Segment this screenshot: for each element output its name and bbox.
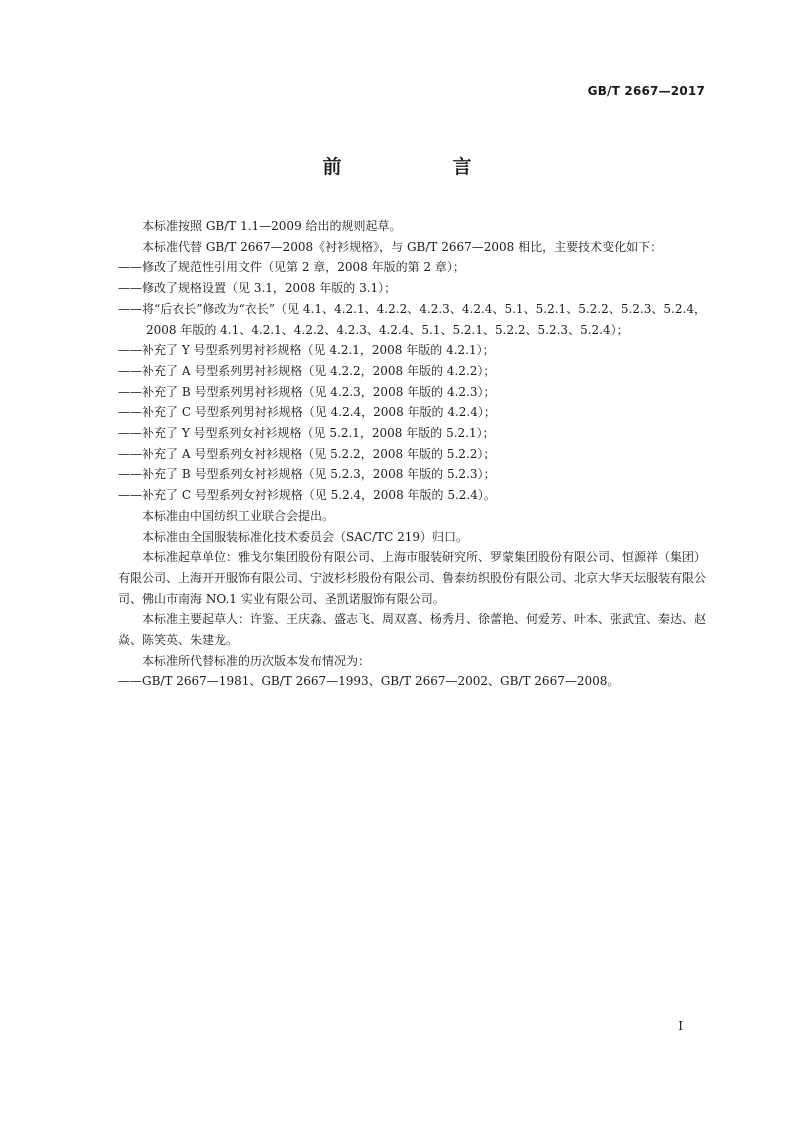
change-item: ——补充了 Y 号型系列女衬衫规格（见 5.2.1，2008 年版的 5.2.1）；	[118, 426, 495, 441]
intro-paragraph: 本标准按照 GB/T 1.1—2009 给出的规则起草。	[142, 219, 402, 233]
page-number: I	[678, 1019, 683, 1033]
managed-by-paragraph: 本标准由全国服装标准化技术委员会（SAC/TC 219）归口。	[142, 529, 469, 544]
foreword-body	[118, 216, 706, 692]
drafters-paragraph: 本标准主要起草人：许鉴、王庆淼、盛志飞、周双喜、杨秀月、徐蕾艳、何爱芳、叶本、张武宜、秦达、赵焱、陈笑英、朱建龙。	[118, 612, 707, 648]
page-title: 前 言	[322, 156, 518, 178]
change-item: ——补充了 A 号型系列男衬衫规格（见 4.2.2，2008 年版的 4.2.2）；	[118, 363, 496, 378]
change-item: ——补充了 C 号型系列女衬衫规格（见 5.2.4，2008 年版的 5.2.4）。	[118, 488, 496, 503]
change-item: ——修改了规格设置（见 3.1，2008 年版的 3.1）；	[118, 281, 397, 296]
change-item: ——补充了 B 号型系列女衬衫规格（见 5.2.3，2008 年版的 5.2.3）；	[118, 467, 496, 482]
change-item: ——补充了 C 号型系列男衬衫规格（见 4.2.4，2008 年版的 4.2.4）；	[118, 405, 496, 420]
history-item: ——GB/T 2667—1981、GB/T 2667—1993、GB/T 2667—2002、GB/T 2667—2008。	[118, 674, 620, 689]
change-item: ——补充了 B 号型系列男衬衫规格（见 4.2.3，2008 年版的 4.2.3）；	[118, 384, 496, 399]
change-item: ——补充了 Y 号型系列男衬衫规格（见 4.2.1，2008 年版的 4.2.1）；	[118, 343, 495, 358]
change-item: ——修改了规范性引用文件（见第 2 章，2008 年版的第 2 章）；	[118, 260, 465, 275]
change-item: ——补充了 A 号型系列女衬衫规格（见 5.2.2，2008 年版的 5.2.2）；	[118, 446, 496, 461]
proposed-by-paragraph: 本标准由中国纺织工业联合会提出。	[142, 508, 335, 523]
standard-code: GB/T 2667—2017	[587, 84, 705, 98]
replacement-paragraph: 本标准代替 GB/T 2667—2008《衬衫规格》，与 GB/T 2667—2008 相比，主要技术变化如下：	[142, 239, 663, 254]
history-intro-paragraph: 本标准所代替标准的历次版本发布情况为：	[142, 653, 371, 668]
change-item: ——将“后衣长”修改为“衣长”（见 4.1、4.2.1、4.2.2、4.2.3、4.2.4、5.1、5.2.1、5.2.2、5.2.3、5.2.4，2008 年版的 4.1、4.2.1、4.2.2、4.2.3、4.2.4、5.1、5.2.1、5.2.2、5.2.3、5.2.4）；	[118, 301, 706, 337]
drafting-units-paragraph: 本标准起草单位：雅戈尔集团股份有限公司、上海市服装研究所、罗蒙集团股份有限公司、恒源祥（集团）有限公司、上海开开服饰有限公司、宁波杉杉股份有限公司、鲁泰纺织股份有限公司、北京大华天坛服装有限公司、佛山市南海 NO.1 实业有限公司、圣凯诺服饰有限公司。	[118, 550, 707, 606]
